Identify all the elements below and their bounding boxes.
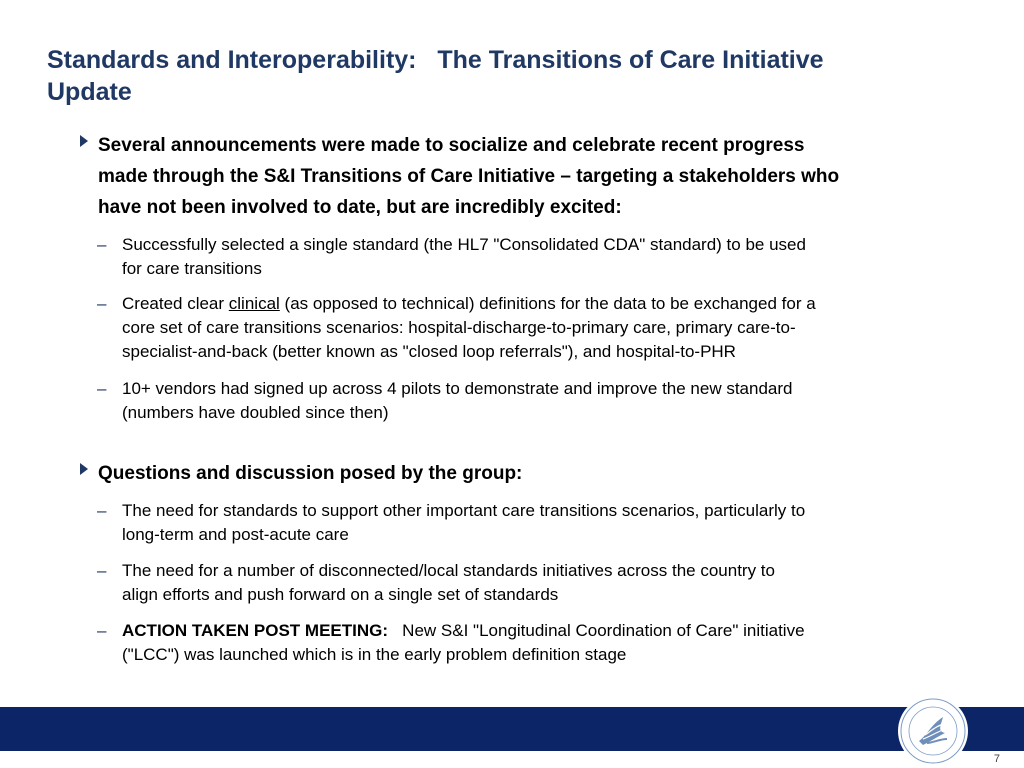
- dash-icon: –: [97, 561, 107, 580]
- dash-icon: –: [97, 621, 107, 640]
- bullet-line: made through the S&I Transitions of Care Initiative – targeting a stakeholders who: [98, 166, 840, 187]
- subitem-text: [122, 377, 977, 425]
- text-run: New S&I "Longitudinal Coordination of Care" initiative: [388, 621, 805, 640]
- bullet-line: Questions and discussion posed by the group:: [98, 463, 523, 484]
- subitem-line: (numbers have doubled since then): [122, 403, 389, 422]
- bullet-announcements-text: [98, 130, 980, 223]
- subitem-line: The need for standards to support other important care transitions scenarios, particularly to: [122, 501, 806, 520]
- bullet-questions: [80, 458, 980, 489]
- subitem-other-scenarios: [97, 499, 977, 547]
- title-part-3: Update: [47, 78, 132, 106]
- hhs-seal-logo: [897, 695, 969, 767]
- bullet-line: Several announcements were made to socialize and celebrate recent progress: [98, 135, 805, 156]
- action-taken-label: ACTION TAKEN POST MEETING:: [122, 621, 389, 640]
- title-gap: [417, 46, 438, 74]
- subitem-action-taken: [97, 619, 977, 667]
- subitem-align-efforts: [97, 559, 977, 607]
- subitem-clinical-definitions: [97, 292, 977, 364]
- subitem-text: [122, 233, 977, 281]
- page-number: 7: [993, 753, 1000, 765]
- subitem-line: Successfully selected a single standard (the HL7 "Consolidated CDA" standard) to be used: [122, 235, 806, 254]
- subitem-line: for care transitions: [122, 259, 262, 278]
- underlined-clinical: clinical: [228, 294, 280, 313]
- subitem-consolidated-cda: [97, 233, 977, 281]
- subitem-text: [122, 559, 977, 607]
- slide-title: [47, 44, 977, 108]
- title-part-2: The Transitions of Care Initiative: [437, 46, 824, 74]
- bullet-line: have not been involved to date, but are incredibly excited:: [98, 197, 622, 218]
- text-run: Created clear: [122, 294, 229, 313]
- subitem-line: long-term and post-acute care: [122, 525, 349, 544]
- dash-icon: –: [97, 235, 107, 254]
- dash-icon: –: [97, 294, 107, 313]
- subitem-line: 10+ vendors had signed up across 4 pilots to demonstrate and improve the new standard: [122, 379, 793, 398]
- bullet-announcements: [80, 130, 980, 223]
- text-run: (as opposed to technical) definitions for the data to be exchanged for a: [279, 294, 816, 313]
- subitem-line: The need for a number of disconnected/local standards initiatives across the country to: [122, 561, 775, 580]
- triangle-bullet-icon: [80, 135, 88, 147]
- title-part-1: Standards and Interoperability:: [47, 46, 417, 74]
- dash-icon: –: [97, 379, 107, 398]
- subitem-line: [122, 619, 977, 643]
- subitem-line: align efforts and push forward on a single set of standards: [122, 585, 559, 604]
- subitem-line: core set of care transitions scenarios: hospital-discharge-to-primary care, primary care-to-: [122, 318, 796, 337]
- triangle-bullet-icon: [80, 463, 88, 475]
- subitem-vendor-pilots: [97, 377, 977, 425]
- subitem-line: ("LCC") was launched which is in the early problem definition stage: [122, 645, 627, 664]
- subitem-line: [122, 292, 977, 316]
- footer-bar: [0, 707, 1024, 751]
- subitem-text: [122, 292, 977, 364]
- subitem-text: [122, 619, 977, 667]
- subitem-line: specialist-and-back (better known as "closed loop referrals"), and hospital-to-PHR: [122, 342, 736, 361]
- subitem-text: [122, 499, 977, 547]
- bullet-questions-text: [98, 458, 980, 489]
- dash-icon: –: [97, 501, 107, 520]
